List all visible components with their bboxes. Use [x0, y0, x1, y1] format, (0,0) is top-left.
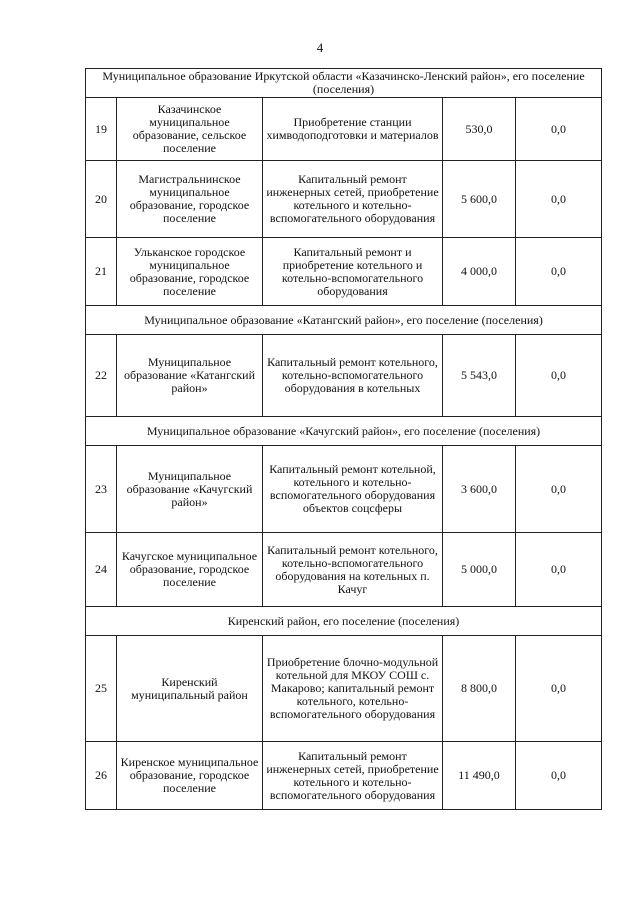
municipality-cell: Казачинское муниципальное образование, сельское поселение [117, 98, 263, 161]
amount-secondary-cell: 0,0 [516, 742, 602, 810]
row-number: 26 [86, 742, 117, 810]
section-header: Муниципальное образование «Качугский район», его поселение (поселения) [86, 417, 602, 446]
section-row [86, 69, 602, 98]
amount-secondary-cell: 0,0 [516, 636, 602, 742]
table-row [86, 742, 602, 810]
amount-secondary-cell: 0,0 [516, 238, 602, 306]
row-number: 22 [86, 335, 117, 417]
section-header: Муниципальное образование Иркутской области «Казачинско-Ленский район», его поселение (поселения) [86, 69, 602, 98]
section-row [86, 417, 602, 446]
amount-cell: 5 543,0 [443, 335, 516, 417]
table-row [86, 238, 602, 306]
purpose-cell: Приобретение блочно-модульной котельной для МКОУ СОШ с. Макарово; капитальный ремонт котельного, котельно-вспомогательного оборудования [263, 636, 443, 742]
amount-secondary-cell: 0,0 [516, 335, 602, 417]
municipality-cell: Ульканское городское муниципальное образование, городское поселение [117, 238, 263, 306]
table-row [86, 98, 602, 161]
purpose-cell: Капитальный ремонт котельной, котельного и котельно-вспомогательного оборудования объектов соцсферы [263, 446, 443, 533]
municipality-cell: Киренское муниципальное образование, городское поселение [117, 742, 263, 810]
page-number: 4 [316, 40, 324, 55]
amount-secondary-cell: 0,0 [516, 98, 602, 161]
section-header: Муниципальное образование «Катангский район», его поселение (поселения) [86, 306, 602, 335]
table-row [86, 335, 602, 417]
row-number: 24 [86, 533, 117, 607]
purpose-cell: Капитальный ремонт и приобретение котельного и котельно-вспомогательного оборудования [263, 238, 443, 306]
section-header: Киренский район, его поселение (поселения) [86, 607, 602, 636]
purpose-cell: Капитальный ремонт инженерных сетей, приобретение котельного и котельно-вспомогательного оборудования [263, 742, 443, 810]
amount-cell: 5 600,0 [443, 161, 516, 238]
row-number: 23 [86, 446, 117, 533]
section-row [86, 607, 602, 636]
row-number: 19 [86, 98, 117, 161]
amount-cell: 3 600,0 [443, 446, 516, 533]
amount-cell: 4 000,0 [443, 238, 516, 306]
purpose-cell: Капитальный ремонт инженерных сетей, приобретение котельного и котельно-вспомогательного оборудования [263, 161, 443, 238]
amount-cell: 530,0 [443, 98, 516, 161]
municipality-cell: Киренский муниципальный район [117, 636, 263, 742]
municipality-cell: Муниципальное образование «Качугский район» [117, 446, 263, 533]
amount-secondary-cell: 0,0 [516, 446, 602, 533]
municipality-cell: Качугское муниципальное образование, городское поселение [117, 533, 263, 607]
municipality-cell: Муниципальное образование «Катангский район» [117, 335, 263, 417]
row-number: 21 [86, 238, 117, 306]
table-row [86, 161, 602, 238]
amount-cell: 8 800,0 [443, 636, 516, 742]
table-row [86, 533, 602, 607]
amount-secondary-cell: 0,0 [516, 161, 602, 238]
municipality-cell: Магистральнинское муниципальное образование, городское поселение [117, 161, 263, 238]
purpose-cell: Приобретение станции химводоподготовки и материалов [263, 98, 443, 161]
purpose-cell: Капитальный ремонт котельного, котельно-вспомогательного оборудования на котельных п. Качуг [263, 533, 443, 607]
amount-cell: 5 000,0 [443, 533, 516, 607]
purpose-cell: Капитальный ремонт котельного, котельно-вспомогательного оборудования в котельных [263, 335, 443, 417]
row-number: 25 [86, 636, 117, 742]
allocation-table [85, 68, 602, 810]
table-row [86, 636, 602, 742]
section-row [86, 306, 602, 335]
amount-cell: 11 490,0 [443, 742, 516, 810]
row-number: 20 [86, 161, 117, 238]
amount-secondary-cell: 0,0 [516, 533, 602, 607]
table-row [86, 446, 602, 533]
